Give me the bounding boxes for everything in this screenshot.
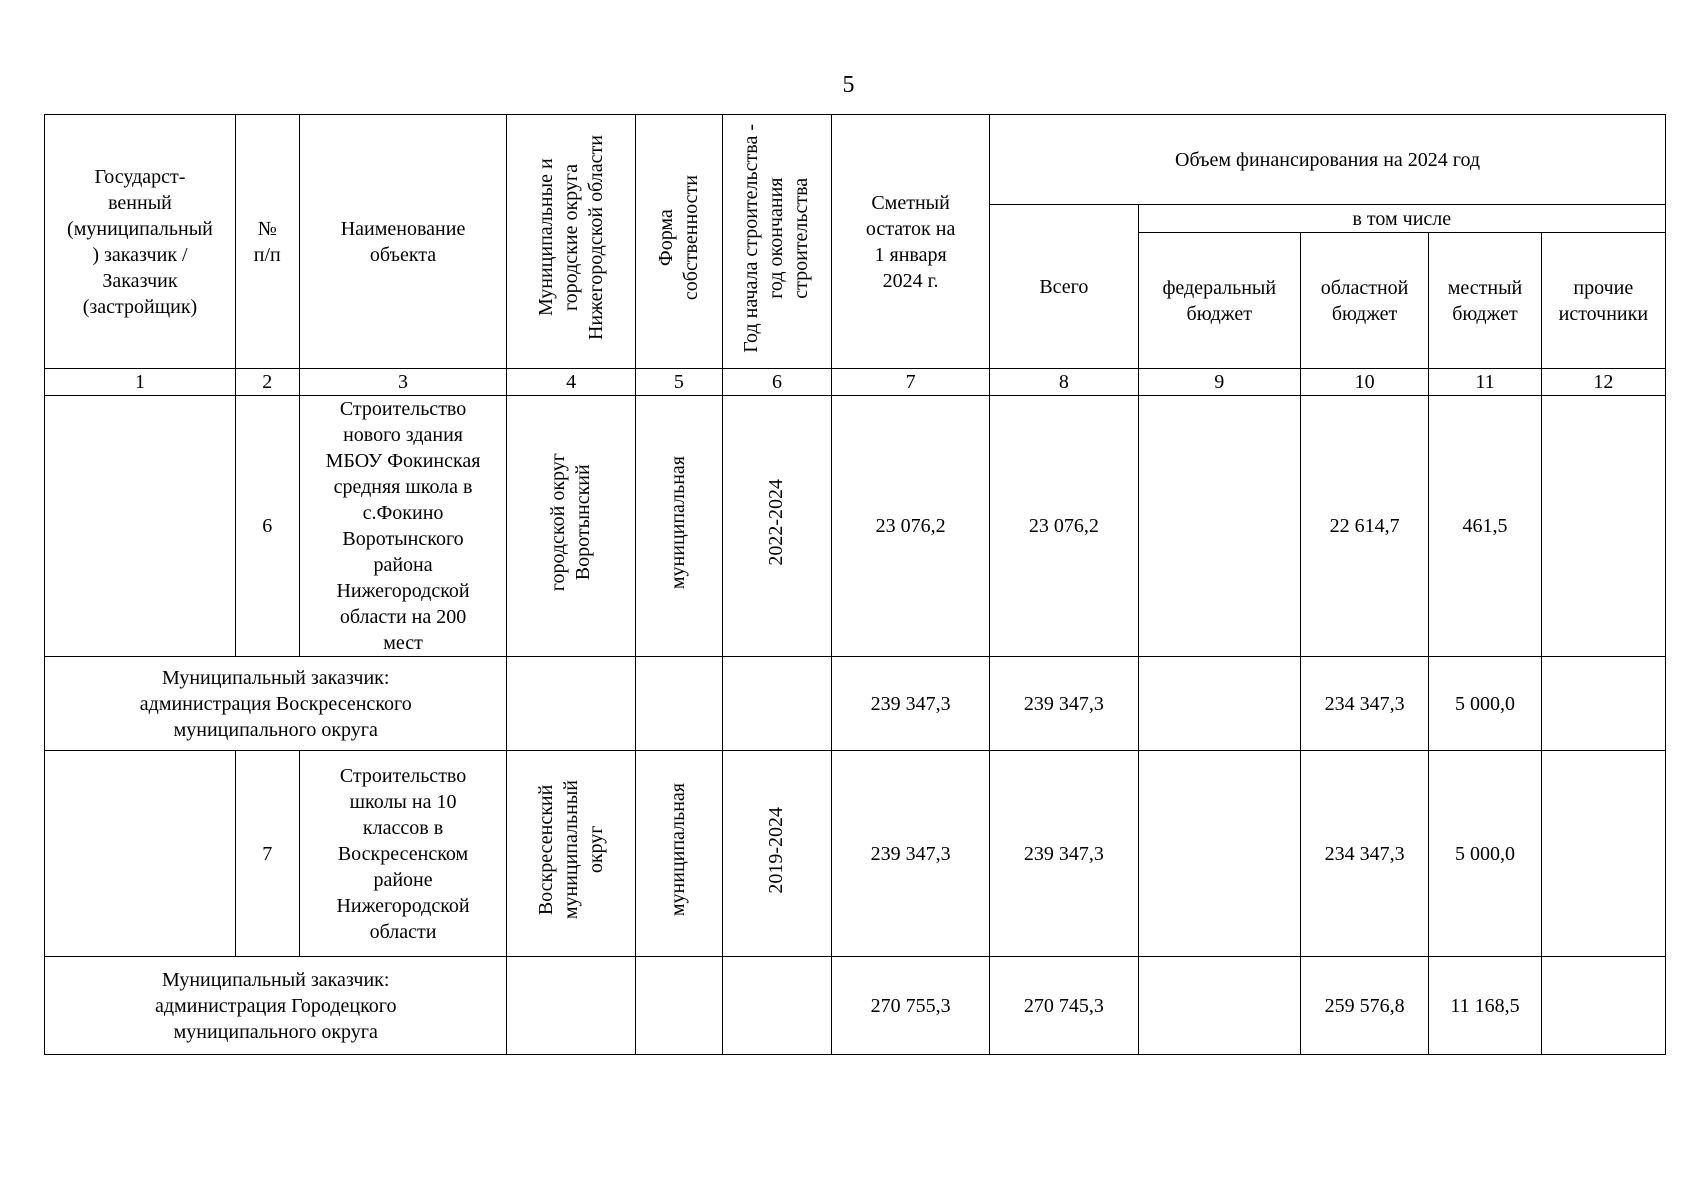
header-years: Год начала строительства - год окончания строительства bbox=[722, 115, 831, 369]
column-number: 3 bbox=[299, 369, 507, 396]
column-number: 11 bbox=[1429, 369, 1541, 396]
column-number: 4 bbox=[507, 369, 635, 396]
column-number: 8 bbox=[990, 369, 1139, 396]
column-number: 10 bbox=[1300, 369, 1428, 396]
header-estimate: Сметный остаток на 1 января 2024 г. bbox=[832, 115, 990, 369]
header-total: Всего bbox=[990, 205, 1139, 369]
header-federal: федеральный бюджет bbox=[1138, 233, 1300, 369]
total-value: 239 347,3 bbox=[990, 657, 1139, 751]
ownership-cell: муниципальная bbox=[635, 396, 722, 657]
header-funding: Объем финансирования на 2024 год bbox=[990, 115, 1666, 205]
customer-label: Муниципальный заказчик: администрация Воскресенского муниципального округа bbox=[45, 657, 507, 751]
object-name: Строительство нового здания МБОУ Фокинская средняя школа в с.Фокино Воротынского района Нижегородской области на 200 мест bbox=[299, 396, 507, 657]
header-num: № п/п bbox=[235, 115, 299, 369]
years-cell bbox=[722, 957, 831, 1055]
header-including: в том числе bbox=[1138, 205, 1665, 233]
header-regional: областной бюджет bbox=[1300, 233, 1428, 369]
header-municipality: Муниципальные и городские округа Нижегородской области bbox=[507, 115, 635, 369]
financing-table bbox=[44, 114, 1666, 1055]
total-value: 239 347,3 bbox=[990, 751, 1139, 957]
table-row bbox=[45, 751, 1666, 957]
years-cell: 2022-2024 bbox=[722, 396, 831, 657]
column-number: 5 bbox=[635, 369, 722, 396]
column-number: 12 bbox=[1541, 369, 1665, 396]
header-customer: Государст- венный (муниципальный ) заказчик / Заказчик (застройщик) bbox=[45, 115, 236, 369]
other-value bbox=[1541, 957, 1665, 1055]
years-cell: 2019-2024 bbox=[722, 751, 831, 957]
federal-value bbox=[1138, 957, 1300, 1055]
years-cell bbox=[722, 657, 831, 751]
column-number: 9 bbox=[1138, 369, 1300, 396]
table-row bbox=[45, 957, 1666, 1055]
column-number: 6 bbox=[722, 369, 831, 396]
page-number: 5 bbox=[842, 72, 855, 98]
customer-cell bbox=[45, 751, 236, 957]
header-ownership: Форма собственности bbox=[635, 115, 722, 369]
customer-label: Муниципальный заказчик: администрация Городецкого муниципального округа bbox=[45, 957, 507, 1055]
other-value bbox=[1541, 657, 1665, 751]
local-value: 5 000,0 bbox=[1429, 751, 1541, 957]
ownership-cell: муниципальная bbox=[635, 751, 722, 957]
row-number: 7 bbox=[235, 751, 299, 957]
header-object-name: Наименование объекта bbox=[299, 115, 507, 369]
regional-value: 234 347,3 bbox=[1300, 751, 1428, 957]
regional-value: 234 347,3 bbox=[1300, 657, 1428, 751]
estimate-value: 239 347,3 bbox=[832, 751, 990, 957]
row-number: 6 bbox=[235, 396, 299, 657]
municipality-cell: городской округ Воротынский bbox=[507, 396, 635, 657]
total-value: 270 745,3 bbox=[990, 957, 1139, 1055]
estimate-value: 239 347,3 bbox=[832, 657, 990, 751]
federal-value bbox=[1138, 396, 1300, 657]
column-number: 2 bbox=[235, 369, 299, 396]
column-number-row bbox=[45, 369, 1666, 396]
table-row bbox=[45, 396, 1666, 657]
local-value: 5 000,0 bbox=[1429, 657, 1541, 751]
table-row bbox=[45, 657, 1666, 751]
other-value bbox=[1541, 751, 1665, 957]
local-value: 461,5 bbox=[1429, 396, 1541, 657]
column-number: 7 bbox=[832, 369, 990, 396]
column-number: 1 bbox=[45, 369, 236, 396]
regional-value: 259 576,8 bbox=[1300, 957, 1428, 1055]
other-value bbox=[1541, 396, 1665, 657]
total-value: 23 076,2 bbox=[990, 396, 1139, 657]
municipality-cell bbox=[507, 957, 635, 1055]
municipality-cell bbox=[507, 657, 635, 751]
estimate-value: 270 755,3 bbox=[832, 957, 990, 1055]
municipality-cell: Воскресенский муниципальный округ bbox=[507, 751, 635, 957]
regional-value: 22 614,7 bbox=[1300, 396, 1428, 657]
header-local: местный бюджет bbox=[1429, 233, 1541, 369]
federal-value bbox=[1138, 657, 1300, 751]
object-name: Строительство школы на 10 классов в Воскресенском районе Нижегородской области bbox=[299, 751, 507, 957]
federal-value bbox=[1138, 751, 1300, 957]
header-other: прочие источники bbox=[1541, 233, 1665, 369]
ownership-cell bbox=[635, 957, 722, 1055]
local-value: 11 168,5 bbox=[1429, 957, 1541, 1055]
customer-cell bbox=[45, 396, 236, 657]
estimate-value: 23 076,2 bbox=[832, 396, 990, 657]
ownership-cell bbox=[635, 657, 722, 751]
